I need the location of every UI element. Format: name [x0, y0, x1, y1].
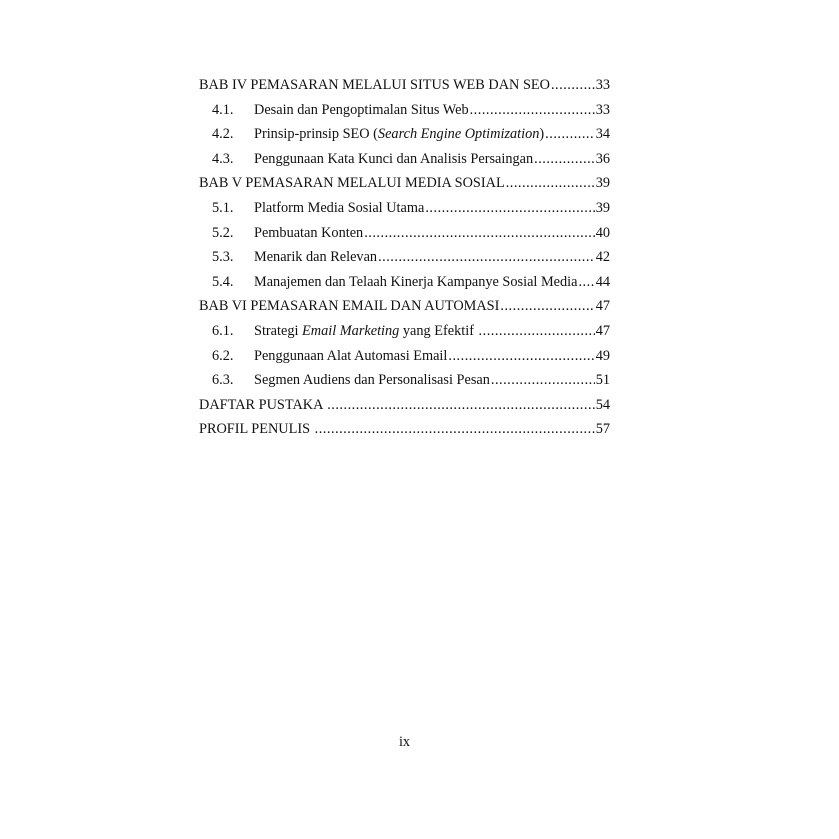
toc-section-number: 6.3.	[212, 372, 234, 389]
table-of-contents	[199, 73, 610, 442]
toc-chapter-5	[199, 171, 610, 196]
toc-title-italic: Email Marketing	[302, 322, 400, 339]
dot-leader	[448, 344, 594, 369]
toc-section-number: 6.2.	[212, 347, 234, 364]
dot-leader	[378, 245, 595, 270]
toc-title: Platform Media Sosial Utama	[254, 199, 425, 216]
page-number-footer: ix	[398, 734, 411, 750]
toc-title: BAB VI PEMASARAN EMAIL DAN AUTOMASI	[199, 298, 500, 315]
toc-section-4-3	[199, 147, 610, 172]
toc-section-6-2	[199, 344, 610, 369]
toc-title-part: yang Efektif	[399, 322, 478, 339]
dot-leader	[327, 393, 595, 418]
toc-title: Desain dan Pengoptimalan Situs Web	[254, 101, 469, 118]
toc-section-number: 4.3.	[212, 150, 234, 167]
toc-page-number: 47	[595, 298, 610, 315]
toc-page-number: 34	[595, 126, 610, 143]
toc-page-number: 42	[595, 249, 610, 266]
dot-leader	[545, 122, 595, 147]
toc-page-number: 49	[595, 347, 610, 364]
toc-section-6-1	[199, 319, 610, 344]
toc-section-5-4	[199, 270, 610, 295]
toc-section-number: 5.4.	[212, 273, 234, 290]
dot-leader	[551, 73, 595, 98]
toc-title-italic: Search Engine Optimization	[377, 126, 540, 143]
toc-section-4-1	[199, 98, 610, 123]
toc-page-number: 39	[595, 175, 610, 192]
dot-leader	[578, 270, 594, 295]
dot-leader	[479, 319, 595, 344]
toc-title	[254, 319, 478, 344]
dot-leader	[491, 368, 595, 393]
toc-page-number: 47	[595, 322, 610, 339]
toc-title: Penggunaan Kata Kunci dan Analisis Persaingan	[254, 150, 534, 167]
toc-section-number: 5.1.	[212, 199, 234, 216]
toc-title: Manajemen dan Telaah Kinerja Kampanye Sosial Media	[254, 273, 578, 290]
toc-section-number: 4.2.	[212, 126, 234, 143]
toc-title: Segmen Audiens dan Personalisasi Pesan	[254, 372, 490, 389]
toc-page-number: 33	[595, 101, 610, 118]
toc-title: Pembuatan Konten	[254, 224, 364, 241]
toc-section-6-3	[199, 368, 610, 393]
toc-title: DAFTAR PUSTAKA	[199, 396, 327, 413]
toc-page-number: 54	[595, 396, 610, 413]
toc-title-part: )	[539, 126, 545, 143]
toc-title: PROFIL PENULIS	[199, 421, 314, 438]
toc-page-number: 36	[595, 150, 610, 167]
dot-leader	[506, 171, 595, 196]
toc-title-part: Strategi	[254, 322, 303, 339]
toc-section-number: 5.3.	[212, 249, 234, 266]
toc-section-number: 6.1.	[212, 322, 234, 339]
toc-page-number: 39	[595, 199, 610, 216]
toc-page-number: 40	[595, 224, 610, 241]
toc-chapter-4	[199, 73, 610, 98]
toc-page-number: 33	[595, 77, 610, 93]
toc-chapter-6	[199, 294, 610, 319]
dot-leader	[315, 417, 595, 442]
toc-profil-penulis	[199, 417, 610, 442]
toc-page-number: 51	[595, 372, 610, 389]
toc-title: BAB V PEMASARAN MELALUI MEDIA SOSIAL	[199, 175, 505, 192]
toc-title-part: Prinsip-prinsip SEO (	[254, 126, 378, 143]
toc-section-5-2	[199, 221, 610, 246]
dot-leader	[470, 98, 595, 123]
toc-page-number: 44	[595, 273, 610, 290]
toc-section-5-1	[199, 196, 610, 221]
dot-leader	[500, 294, 594, 319]
toc-title	[254, 122, 544, 147]
dot-leader	[364, 221, 595, 246]
dot-leader	[534, 147, 595, 172]
toc-section-number: 5.2.	[212, 224, 234, 241]
toc-section-4-2	[199, 122, 610, 147]
toc-daftar-pustaka	[199, 393, 610, 418]
toc-title: BAB IV PEMASARAN MELALUI SITUS WEB DAN SEO	[199, 77, 550, 93]
dot-leader	[425, 196, 594, 221]
toc-title: Menarik dan Relevan	[254, 249, 378, 266]
toc-page-number: 57	[595, 421, 610, 438]
toc-title: Penggunaan Alat Automasi Email	[254, 347, 448, 364]
toc-section-5-3	[199, 245, 610, 270]
toc-section-number: 4.1.	[212, 101, 234, 118]
